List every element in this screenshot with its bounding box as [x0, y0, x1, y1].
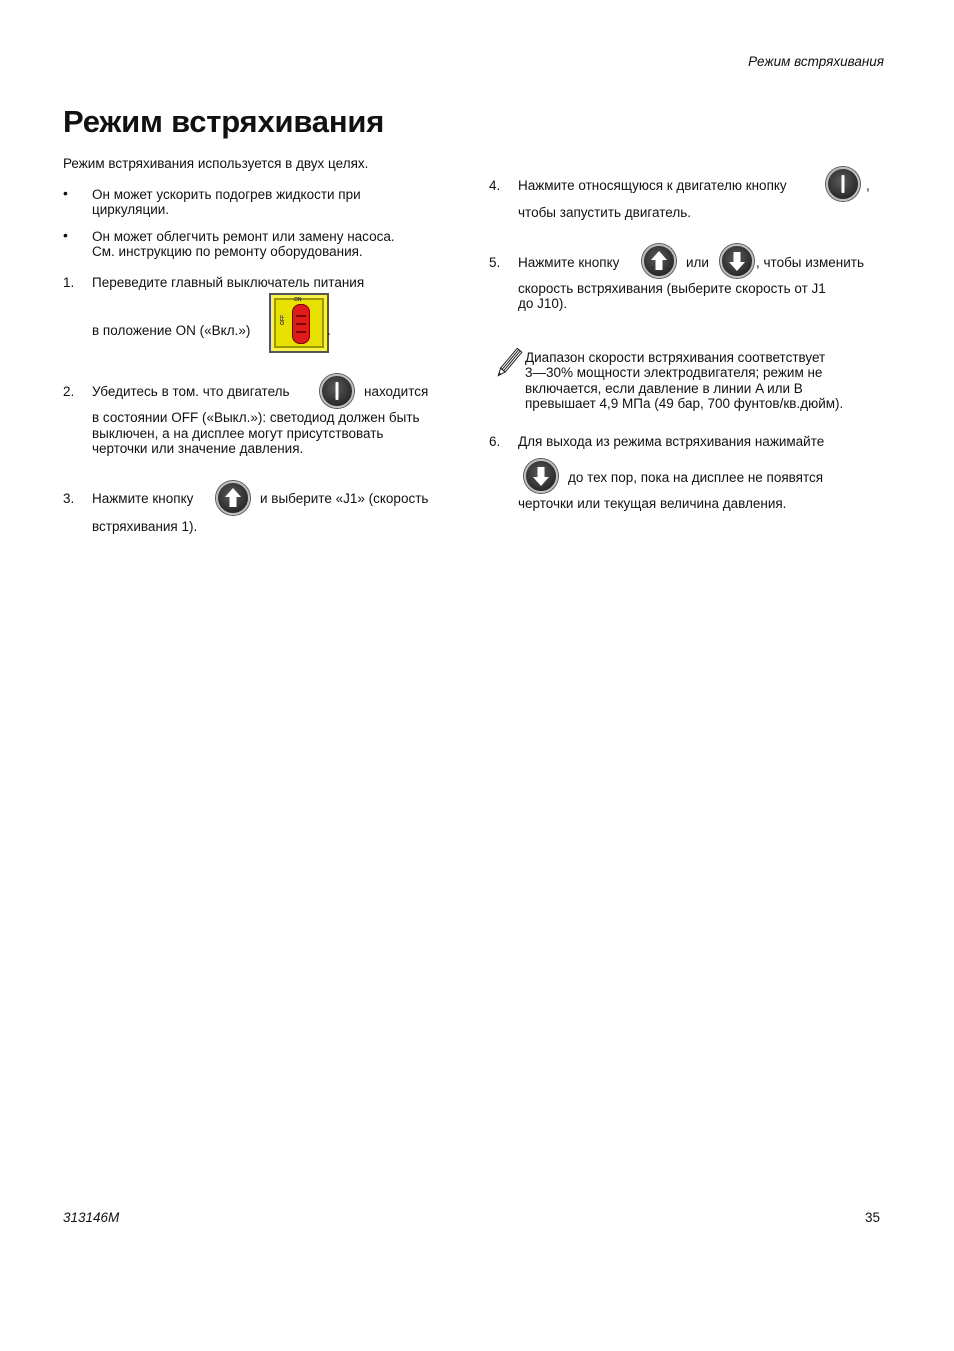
step-6-line-1: Для выхода из режима встряхивания нажимайте — [518, 434, 825, 449]
step-1-line-1: Переведите главный выключатель питания — [92, 275, 365, 290]
arrow-down-icon — [720, 244, 754, 278]
page-title: Режим встряхивания — [63, 104, 385, 139]
pencil-icon — [492, 348, 524, 380]
bullet-marker: • — [63, 227, 68, 243]
step-1-line-2: в положение ON («Вкл.») — [92, 323, 251, 338]
note-line-2: 3—30% мощности электродвигателя; режим не — [525, 365, 823, 380]
arrow-down-icon — [524, 459, 558, 493]
step-5-post: , чтобы изменить — [756, 255, 864, 270]
switch-off-label: OFF — [280, 315, 286, 325]
step-4-pre: Нажмите относящуюся к двигателю кнопку — [518, 178, 787, 193]
step-2-pre: Убедитесь в том. что двигатель — [92, 384, 290, 399]
arrow-up-icon — [642, 244, 676, 278]
step-3-line-2: встряхивания 1). — [92, 519, 198, 534]
step-1-end: . — [327, 323, 331, 338]
note-line-3: включается, если давление в линии A или B — [525, 381, 803, 396]
switch-on-label: ON — [294, 297, 302, 303]
step-6-line-3: черточки или текущая величина давления. — [518, 496, 787, 511]
note-line-4: превышает 4,9 МПа (49 бар, 700 фунтов/кв.дюйм). — [525, 396, 844, 411]
document-number: 313146M — [63, 1210, 120, 1225]
step-number: 1. — [63, 275, 75, 290]
step-number: 3. — [63, 491, 75, 506]
bullet-marker: • — [63, 185, 68, 201]
step-4-line-2: чтобы запустить двигатель. — [518, 205, 691, 220]
step-number: 5. — [489, 255, 501, 270]
bullet-2-line-2: См. инструкцию по ремонту оборудования. — [92, 244, 363, 259]
note-line-1: Диапазон скорости встряхивания соответствует — [525, 350, 826, 365]
bullet-1-line-1: Он может ускорить подогрев жидкости при — [92, 187, 361, 202]
step-2-line-2: в состоянии OFF («Выкл.»): светодиод должен быть — [92, 410, 420, 425]
step-number: 4. — [489, 178, 501, 193]
intro-text: Режим встряхивания используется в двух целях. — [63, 156, 369, 171]
step-6-post: до тех пор, пока на дисплее не появятся — [568, 470, 824, 485]
page-number: 35 — [864, 1210, 880, 1225]
switch-knob — [292, 304, 310, 344]
step-2-line-4: черточки или значение давления. — [92, 441, 304, 456]
bullet-2-line-1: Он может облегчить ремонт или замену насоса. — [92, 229, 395, 244]
step-2-post: находится — [364, 384, 429, 399]
step-3-post: и выберите «J1» (скорость — [260, 491, 429, 506]
main-power-switch-icon — [269, 293, 329, 353]
step-3-pre: Нажмите кнопку — [92, 491, 194, 506]
running-header: Режим встряхивания — [748, 54, 884, 69]
step-5-line-2: скорость встряхивания (выберите скорость от J1 — [518, 281, 826, 296]
step-2-line-3: выключен, а на дисплее могут присутствовать — [92, 426, 384, 441]
bullet-1-line-2: циркуляции. — [92, 202, 170, 217]
step-number: 2. — [63, 384, 75, 399]
arrow-up-icon — [216, 481, 250, 515]
step-number: 6. — [489, 434, 501, 449]
power-i-icon — [826, 167, 860, 201]
step-5-pre: Нажмите кнопку — [518, 255, 620, 270]
step-5-mid: или — [686, 255, 709, 270]
step-4-post: , — [866, 178, 870, 193]
step-5-line-3: до J10). — [518, 296, 568, 311]
power-i-icon — [320, 374, 354, 408]
